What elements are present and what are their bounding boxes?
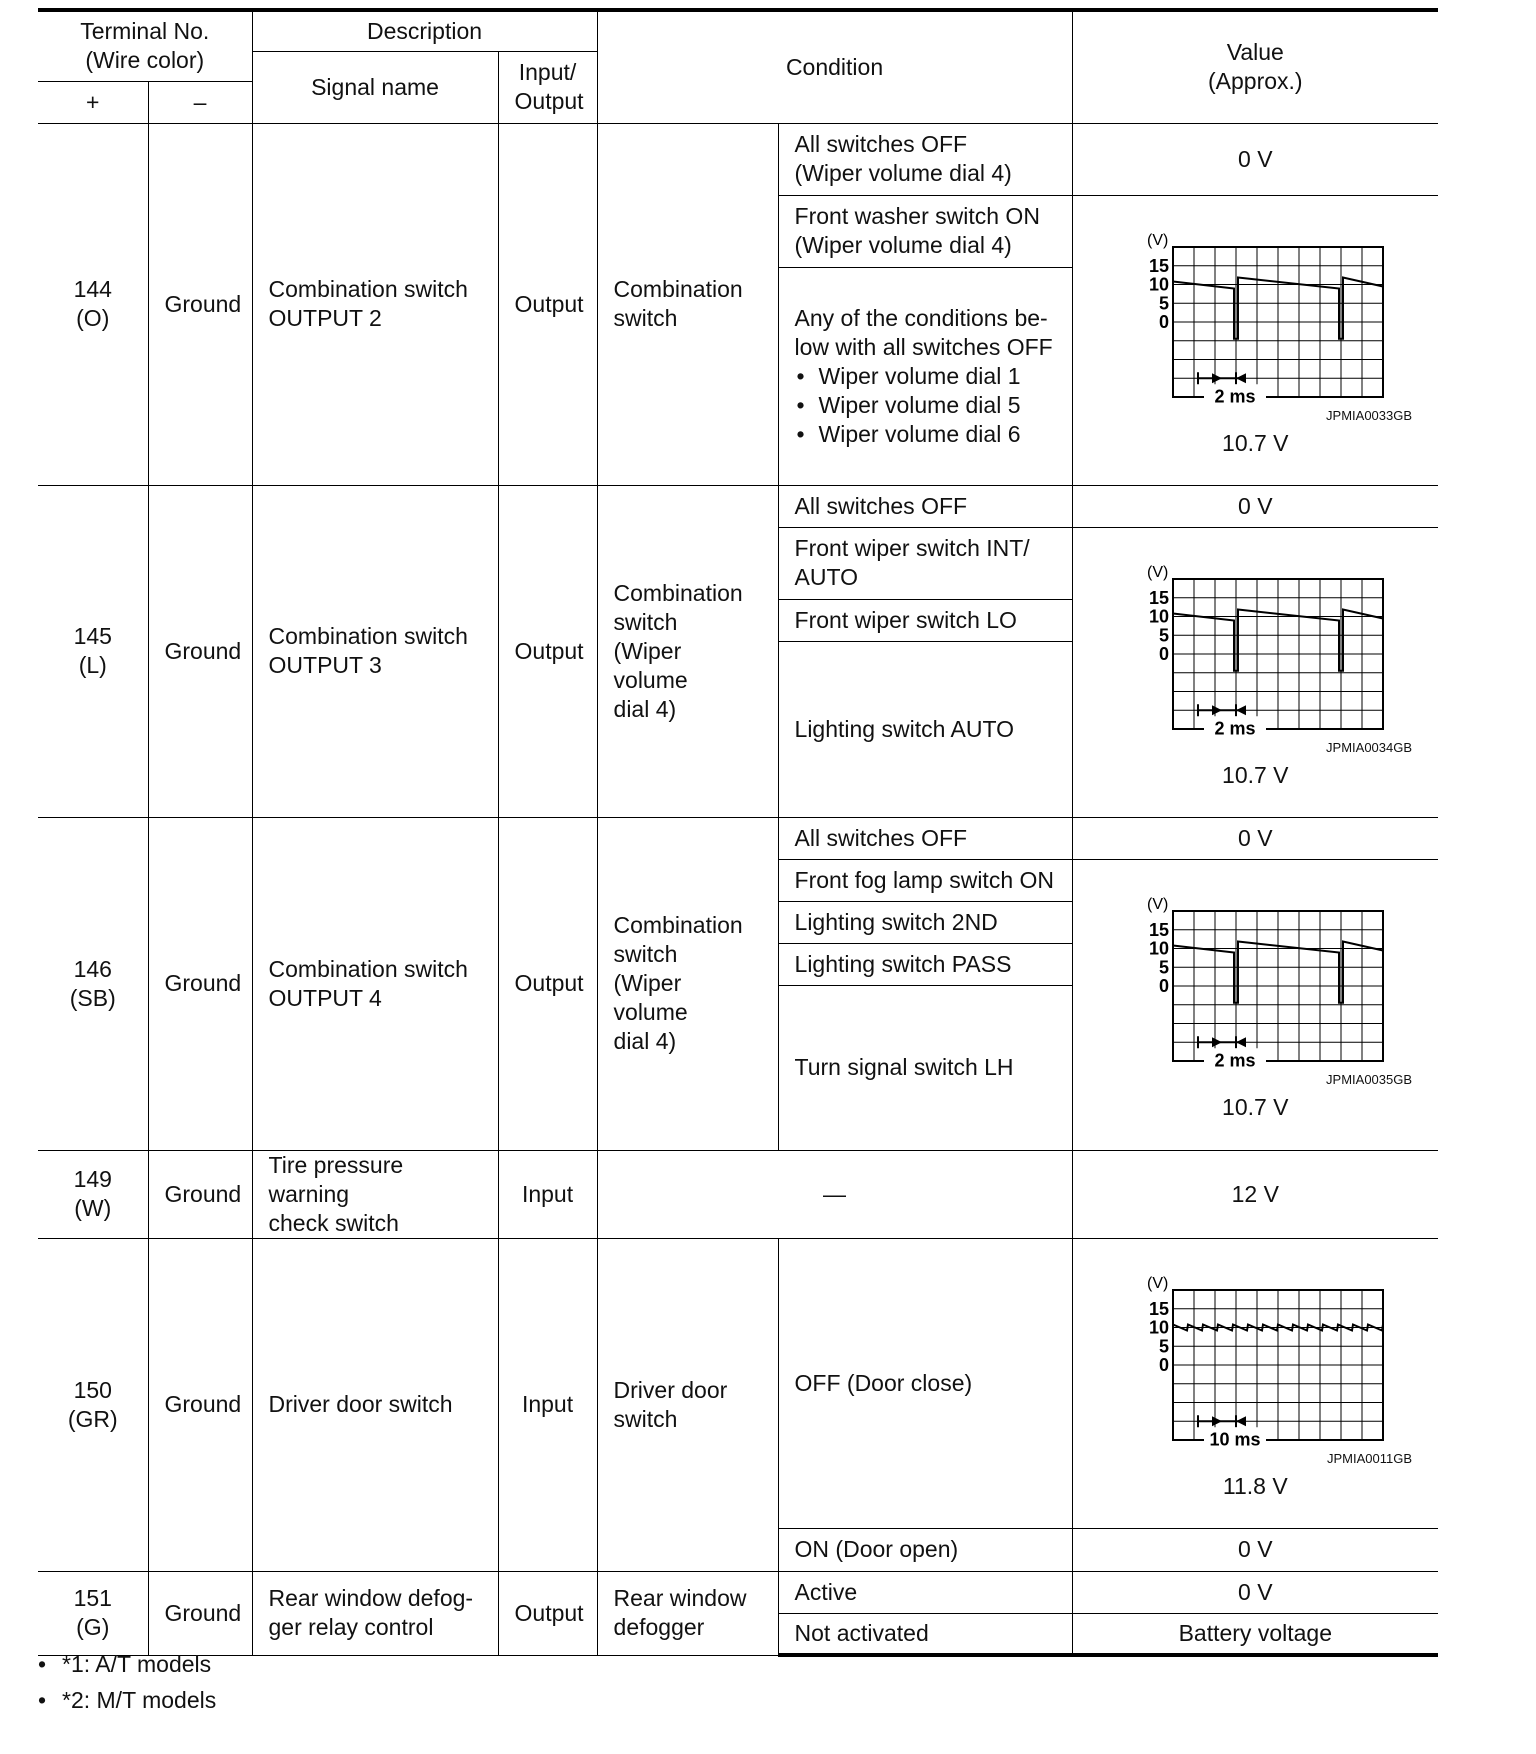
footnotes (38, 1646, 216, 1718)
y-tick-label: 5 (1159, 624, 1170, 645)
ground-150: Ground (148, 1238, 252, 1571)
time-scale-label: 2 ms (1214, 1050, 1256, 1071)
value-145-2 (1072, 527, 1438, 817)
waveform-145 (1105, 561, 1405, 741)
unit-label: (V) (1147, 231, 1169, 249)
y-tick-label: 0 (1159, 1354, 1170, 1375)
waveform-grid (1173, 1290, 1383, 1440)
y-tick-label: 10 (1149, 606, 1170, 626)
figure-id-144: JPMIA0033GB (1326, 407, 1413, 423)
terminal-144: 144 (O) (38, 123, 148, 485)
list-item: • Wiper volume dial 1 (795, 362, 1056, 391)
ground-151: Ground (148, 1571, 252, 1655)
y-tick-label: 15 (1149, 919, 1170, 940)
y-tick-label: 15 (1149, 1298, 1170, 1319)
condition-146: Combination switch (Wiper volume dial 4) (597, 817, 778, 1150)
time-scale-label: 2 ms (1214, 385, 1256, 406)
signal-149: Tire pressure warning check switch (252, 1150, 498, 1238)
y-tick-label: 10 (1149, 1317, 1170, 1337)
signal-name-header: Signal name (252, 51, 498, 123)
condition-145: Combination switch (Wiper volume dial 4) (597, 485, 778, 817)
figure-id-145: JPMIA0034GB (1326, 739, 1413, 755)
subcondition-144-3: Any of the conditions be- low with all switches OFF • Wiper volume dial 1 • Wiper volume dial 5 • Wiper volume dial 6 (778, 267, 1072, 485)
waveform-144 (1105, 229, 1405, 409)
subcondition-151-1: Active (778, 1571, 1072, 1613)
value-144-2 (1072, 195, 1438, 485)
list-item: • Wiper volume dial 6 (795, 420, 1056, 449)
arrow-left-icon (1236, 1416, 1246, 1426)
value-150-2: 0 V (1072, 1528, 1438, 1571)
arrow-right-icon (1212, 705, 1222, 715)
signal-145: Combination switch OUTPUT 3 (252, 485, 498, 817)
list-item: • Wiper volume dial 5 (795, 391, 1056, 420)
waveform-grid (1173, 911, 1383, 1061)
io-146: Output (498, 817, 597, 1150)
arrow-left-icon (1236, 1037, 1246, 1047)
footnote-2: • *2: M/T models (38, 1682, 216, 1718)
signal-146: Combination switch OUTPUT 4 (252, 817, 498, 1150)
terminal-no-header: Terminal No. (Wire color) (38, 10, 252, 81)
arrow-right-icon (1212, 1037, 1222, 1047)
value-149: 12 V (1072, 1150, 1438, 1238)
signal-151: Rear window defog- ger relay control (252, 1571, 498, 1655)
y-tick-label: 5 (1159, 1335, 1170, 1356)
subcondition-146-2: Front fog lamp switch ON (778, 859, 1072, 901)
y-tick-label: 5 (1159, 292, 1170, 313)
unit-label: (V) (1147, 896, 1169, 913)
subcondition-150-1: OFF (Door close) (778, 1238, 1072, 1528)
description-header: Description (252, 10, 597, 51)
condition-144: Combination switch (597, 123, 778, 485)
y-tick-label: 0 (1159, 976, 1170, 996)
value-145-1: 0 V (1072, 485, 1438, 527)
footnote-1: • *1: A/T models (38, 1646, 216, 1682)
arrow-right-icon (1212, 373, 1222, 383)
subcondition-146-4: Lighting switch PASS (778, 943, 1072, 985)
ground-144: Ground (148, 123, 252, 485)
terminal-145: 145 (L) (38, 485, 148, 817)
waveform-grid (1173, 579, 1383, 729)
subcondition-146-1: All switches OFF (778, 817, 1072, 859)
value-145-2-text: 10.7 V (1222, 761, 1289, 788)
subcondition-144-2: Front washer switch ON (Wiper volume dial 4) (778, 195, 1072, 267)
io-150: Input (498, 1238, 597, 1571)
arrow-right-icon (1212, 1416, 1222, 1426)
y-tick-label: 15 (1149, 587, 1170, 608)
figure-id-150: JPMIA0011GB (1327, 1450, 1413, 1466)
arrow-left-icon (1236, 705, 1246, 715)
io-144: Output (498, 123, 597, 485)
value-151-1: 0 V (1072, 1571, 1438, 1613)
subcondition-151-2: Not activated (778, 1613, 1072, 1655)
value-header: Value (Approx.) (1072, 10, 1438, 123)
subcondition-145-2: Front wiper switch INT/ AUTO (778, 527, 1072, 599)
y-tick-label: 15 (1149, 255, 1170, 276)
minus-header: – (148, 81, 252, 123)
subcondition-145-1: All switches OFF (778, 485, 1072, 527)
io-151: Output (498, 1571, 597, 1655)
terminal-151: 151 (G) (38, 1571, 148, 1655)
terminal-table (38, 8, 1438, 1646)
y-tick-label: 10 (1149, 938, 1170, 959)
condition-150: Driver door switch (597, 1238, 778, 1571)
value-151-2: Battery voltage (1072, 1613, 1438, 1655)
value-150-1-text: 11.8 V (1222, 1472, 1288, 1499)
time-scale-label: 2 ms (1214, 717, 1256, 738)
y-tick-label: 0 (1159, 311, 1170, 332)
value-146-1: 0 V (1072, 817, 1438, 859)
arrow-left-icon (1236, 373, 1246, 383)
y-tick-label: 10 (1149, 274, 1170, 294)
terminal-146: 146 (SB) (38, 817, 148, 1150)
unit-label: (V) (1147, 563, 1169, 581)
ground-146: Ground (148, 817, 252, 1150)
io-header: Input/ Output (498, 51, 597, 123)
y-tick-label: 0 (1159, 643, 1170, 664)
signal-144: Combination switch OUTPUT 2 (252, 123, 498, 485)
value-146-2 (1072, 859, 1438, 1150)
ground-149: Ground (148, 1150, 252, 1238)
terminal-150: 150 (GR) (38, 1238, 148, 1571)
subcondition-146-3: Lighting switch 2ND (778, 901, 1072, 943)
waveform-146 (1105, 893, 1405, 1073)
y-tick-label: 5 (1159, 957, 1170, 978)
waveform-grid (1173, 247, 1383, 397)
terminal-149: 149 (W) (38, 1150, 148, 1238)
subcondition-145-4: Lighting switch AUTO (778, 641, 1072, 817)
subcondition-150-2: ON (Door open) (778, 1528, 1072, 1571)
condition-header: Condition (597, 10, 1072, 123)
io-149: Input (498, 1150, 597, 1238)
condition-149: — (597, 1150, 1072, 1238)
value-144-2-text: 10.7 V (1222, 429, 1289, 456)
waveform-150 (1105, 1272, 1405, 1452)
value-144-1: 0 V (1072, 123, 1438, 195)
unit-label: (V) (1147, 1274, 1169, 1292)
figure-id-146: JPMIA0035GB (1326, 1072, 1413, 1087)
ground-145: Ground (148, 485, 252, 817)
io-145: Output (498, 485, 597, 817)
subcondition-144-1: All switches OFF (Wiper volume dial 4) (778, 123, 1072, 195)
value-146-2-text: 10.7 V (1222, 1094, 1289, 1120)
value-150-1 (1072, 1238, 1438, 1528)
subcondition-145-3: Front wiper switch LO (778, 599, 1072, 641)
time-scale-label: 10 ms (1209, 1428, 1261, 1449)
signal-150: Driver door switch (252, 1238, 498, 1571)
subcondition-146-5: Turn signal switch LH (778, 985, 1072, 1150)
plus-header: + (38, 81, 148, 123)
condition-151: Rear window defogger (597, 1571, 778, 1655)
